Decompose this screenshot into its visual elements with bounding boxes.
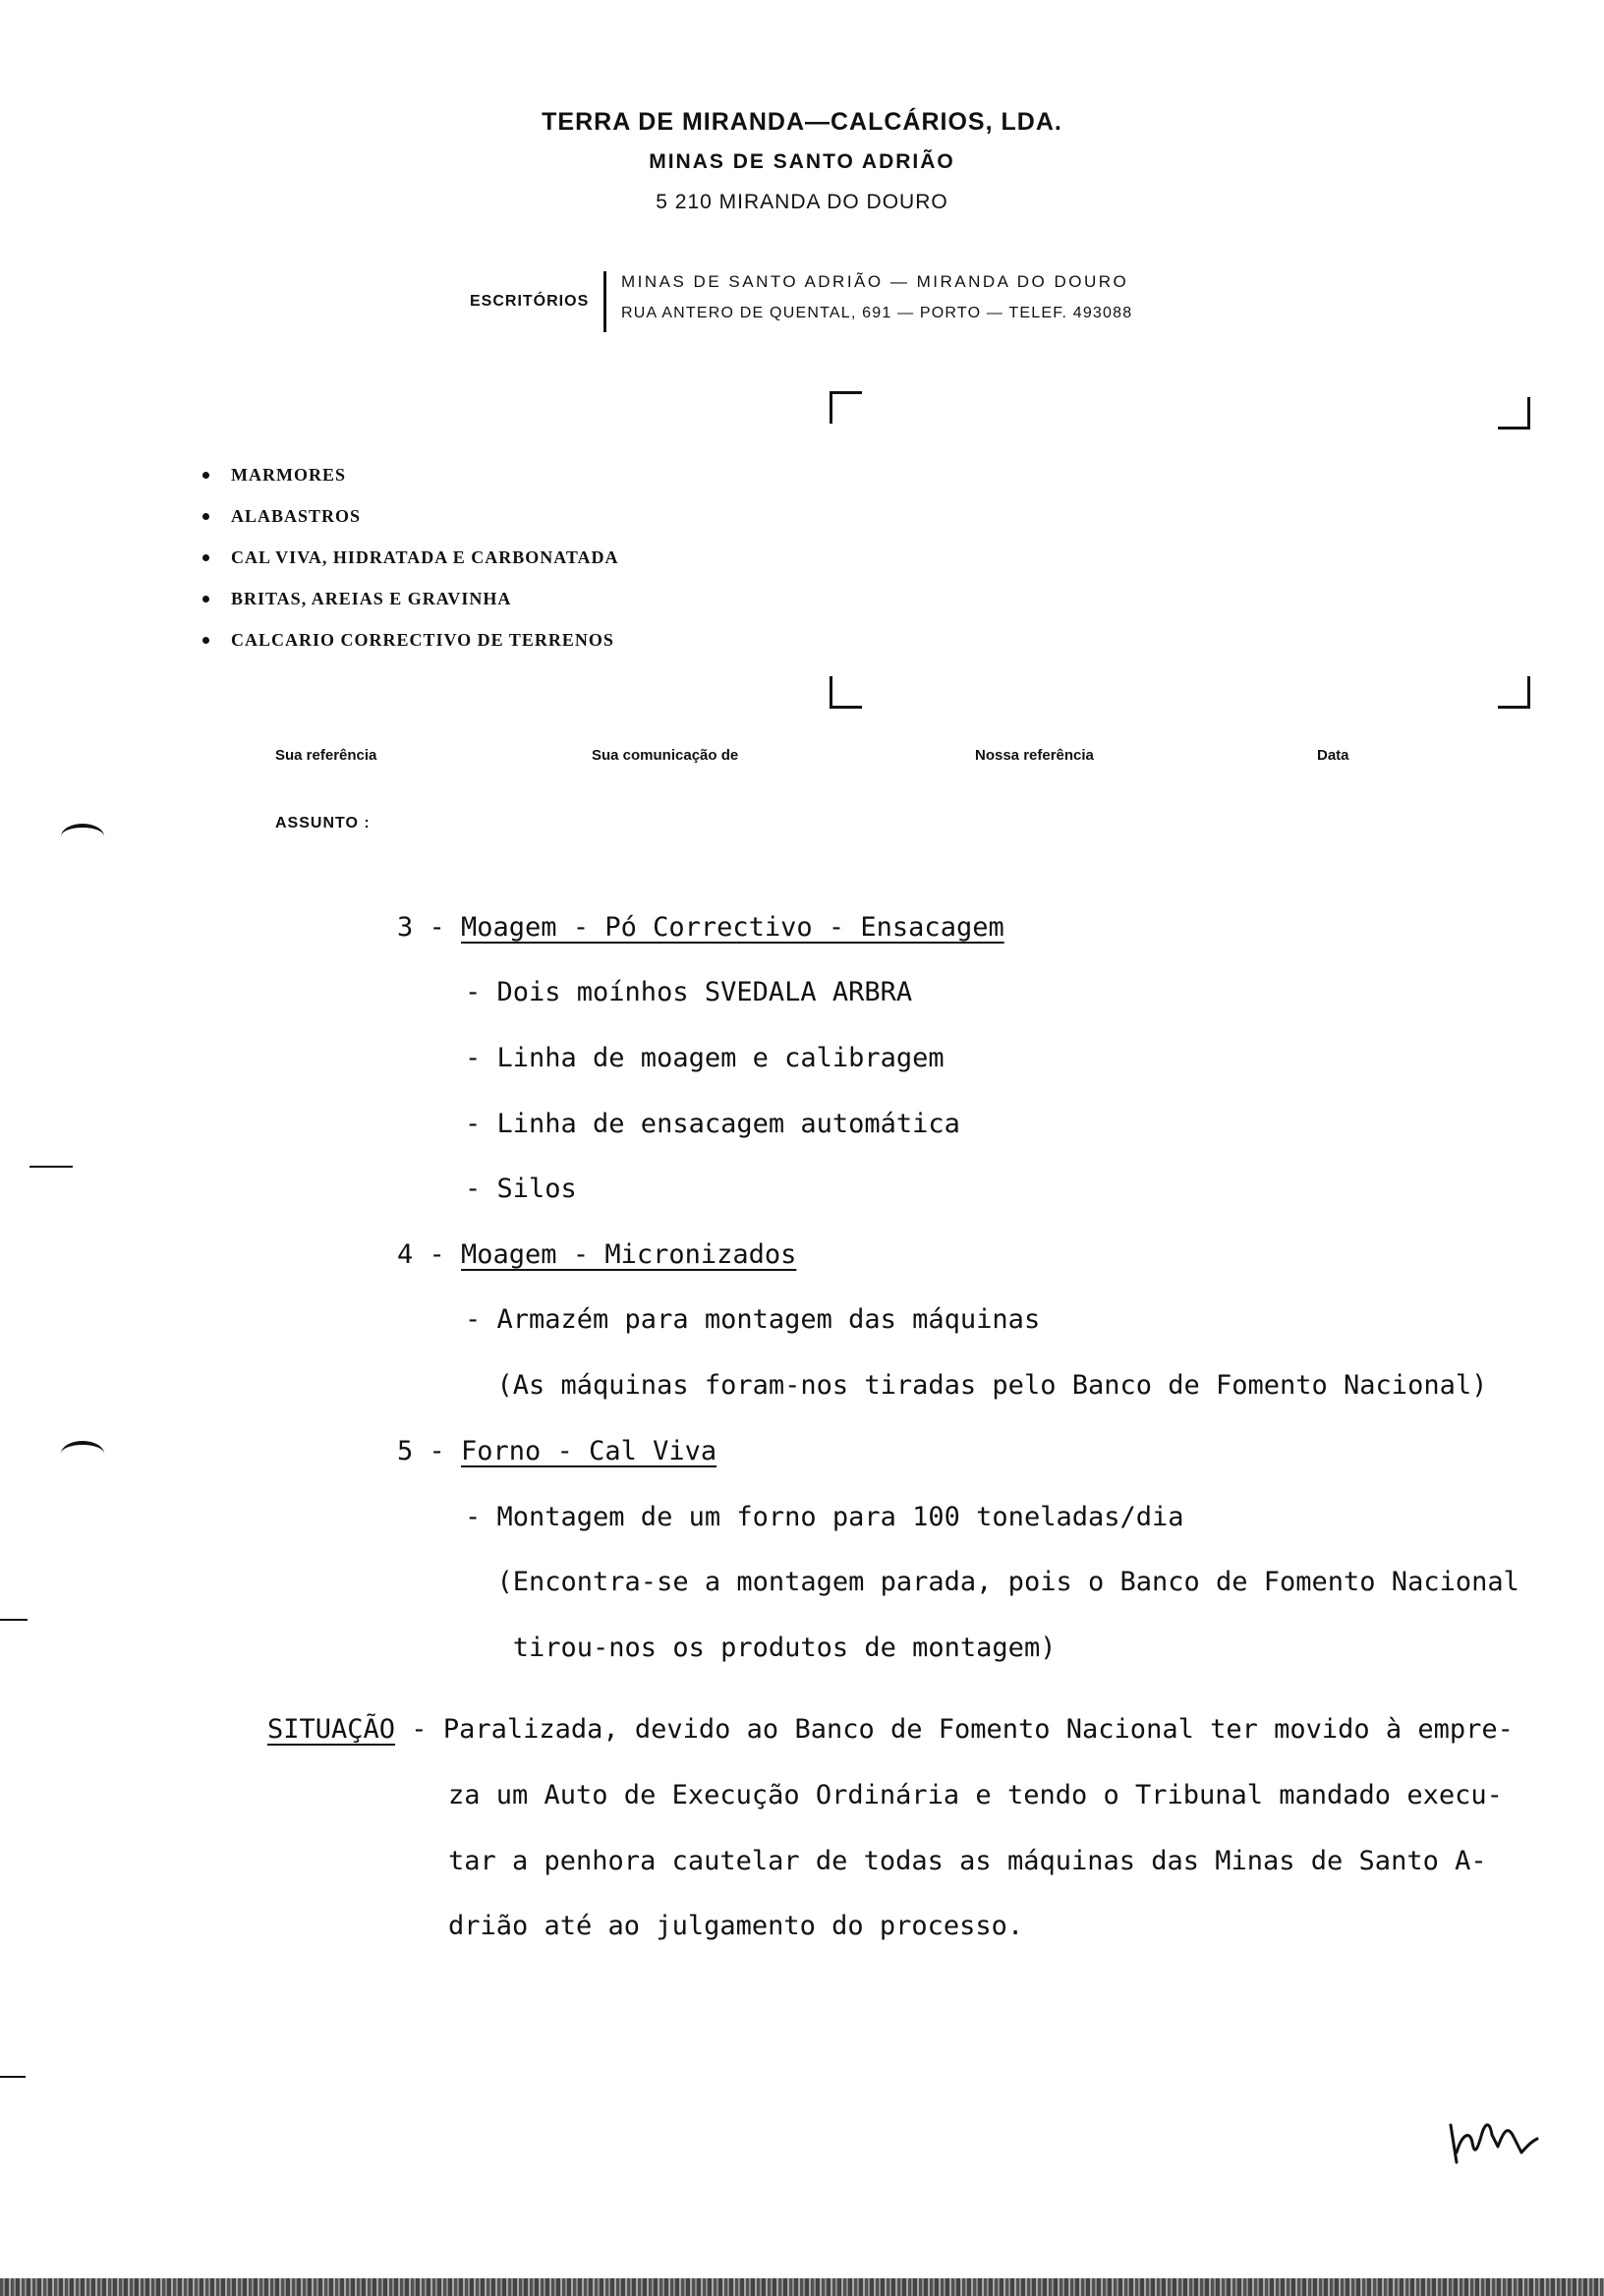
- our-reference-label: Nossa referência: [975, 747, 1094, 764]
- office-address-2: RUA ANTERO DE QUENTAL, 691 — PORTO — TELEF. 493088: [621, 305, 1133, 321]
- product-list: [202, 454, 619, 660]
- offices-divider: [603, 271, 606, 332]
- section-5-title: Forno - Cal Viva: [461, 1436, 717, 1466]
- punch-hole-mark: [61, 824, 104, 849]
- product-item: MARMORES: [202, 454, 619, 495]
- punch-hole-mark: [61, 1441, 104, 1466]
- bullet-icon: [202, 513, 209, 520]
- section-4-heading: 4 - Moagem - Micronizados: [397, 1239, 797, 1270]
- situation-paragraph-line: za um Auto de Execução Ordinária e tendo o Tribunal mandado execu-: [448, 1780, 1503, 1810]
- situation-paragraph-line: SITUAÇÃO - Paralizada, devido ao Banco de Fomento Nacional ter movido à empre-: [267, 1714, 1514, 1745]
- situation-paragraph-line: tar a penhora cautelar de todas as máquinas das Minas de Santo A-: [448, 1846, 1487, 1876]
- section-5-note: tirou-nos os produtos de montagem): [465, 1633, 1057, 1663]
- situation-label: SITUAÇÃO: [267, 1714, 396, 1745]
- section-3-item: - Linha de moagem e calibragem: [465, 1043, 945, 1073]
- section-3-title: Moagem - Pó Correctivo - Ensacagem: [461, 912, 1004, 943]
- address-window-corner-bottom-left: [830, 676, 862, 709]
- section-5-item: - Montagem de um forno para 100 toneladas/dia: [465, 1502, 1184, 1532]
- office-address-1: MINAS DE SANTO ADRIÃO — MIRANDA DO DOURO: [621, 272, 1129, 291]
- address-window-corner-top-left: [830, 391, 862, 424]
- offices-label: ESCRITÓRIOS: [470, 293, 590, 310]
- product-item: CAL VIVA, HIDRATADA E CARBONATADA: [202, 537, 619, 578]
- section-4-note: (As máquinas foram-nos tiradas pelo Banco de Fomento Nacional): [465, 1370, 1488, 1401]
- address-window-corner-top-right: [1498, 397, 1530, 430]
- section-3-item: - Silos: [465, 1174, 577, 1204]
- fold-mark: [0, 2076, 26, 2078]
- bullet-icon: [202, 554, 209, 561]
- bullet-icon: [202, 637, 209, 644]
- section-3-item: - Linha de ensacagem automática: [465, 1109, 960, 1139]
- section-5-note: (Encontra-se a montagem parada, pois o Banco de Fomento Nacional: [465, 1567, 1519, 1597]
- your-reference-label: Sua referência: [275, 747, 377, 764]
- section-5-heading: 5 - Forno - Cal Viva: [397, 1436, 717, 1466]
- bullet-icon: [202, 472, 209, 479]
- section-3-heading: 3 - Moagem - Pó Correctivo - Ensacagem: [397, 912, 1004, 943]
- product-item: ALABASTROS: [202, 495, 619, 537]
- scan-edge: [0, 2278, 1604, 2296]
- company-mine: MINAS DE SANTO ADRIÃO: [649, 150, 955, 173]
- product-item: BRITAS, AREIAS E GRAVINHA: [202, 578, 619, 619]
- fold-mark: [29, 1166, 73, 1168]
- company-name: TERRA DE MIRANDA—CALCÁRIOS, LDA.: [542, 108, 1062, 136]
- section-4-item: - Armazém para montagem das máquinas: [465, 1304, 1041, 1335]
- handwritten-initials: [1443, 2103, 1551, 2182]
- subject-label: ASSUNTO :: [275, 815, 371, 832]
- company-postal: 5 210 MIRANDA DO DOURO: [656, 191, 948, 213]
- your-communication-label: Sua comunicação de: [592, 747, 739, 764]
- date-label: Data: [1317, 747, 1349, 764]
- bullet-icon: [202, 596, 209, 603]
- fold-mark: [0, 1619, 28, 1621]
- section-4-title: Moagem - Micronizados: [461, 1239, 797, 1270]
- situation-paragraph-line: drião até ao julgamento do processo.: [448, 1911, 1024, 1941]
- section-3-item: - Dois moínhos SVEDALA ARBRA: [465, 977, 913, 1007]
- address-window-corner-bottom-right: [1498, 676, 1530, 709]
- product-item: CALCARIO CORRECTIVO DE TERRENOS: [202, 619, 619, 660]
